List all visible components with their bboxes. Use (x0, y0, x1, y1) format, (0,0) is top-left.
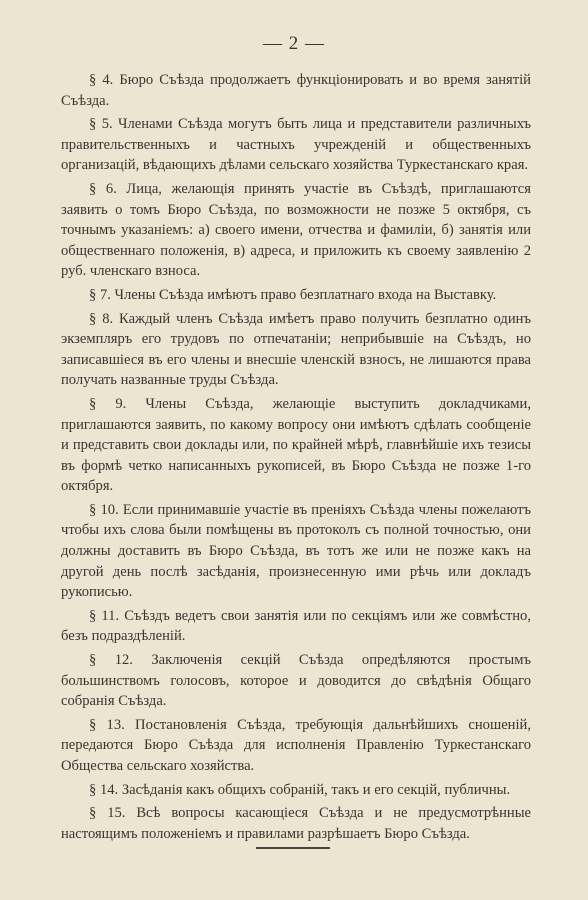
paragraph-section-7: § 7. Члены Съѣзда имѣютъ право безплатнаго входа на Выставку. (89, 286, 497, 303)
paragraph-section-10: § 10. Если принимавшіе участіе въ преніяхъ Съѣзда члены пожелаютъ чтобы ихъ слова были помѣщены въ протоколъ съ полной точностью, они должны доставить въ Бюро Съѣзда, въ тотъ же или не позже какъ на другой день послѣ засѣданія, произнесенную ими рѣчь или докладъ рукописью. (61, 501, 531, 601)
paragraph-section-11: § 11. Съѣздъ ведетъ свои занятія или по секціямъ или же совмѣстно, безъ подраздѣленій. (61, 607, 531, 645)
paragraph-section-12: § 12. Заключенія секцій Съѣзда опредѣляются простымъ большинствомъ голосовъ, которое и доводится до свѣдѣнія Общаго собранія Съѣзда. (61, 652, 531, 710)
paragraph-section-6: § 6. Лица, желающія принять участіе въ Съѣздѣ, приглашаются заявить о томъ Бюро Съѣзда, по возможности не позже 5 октября, съ точнымъ указаніемъ: а) своего имени, отчества и фамиліи, б) занятія или общественнаго положенія, в) адреса, и приложить къ своему заявленію 2 руб. членскаго взноса. (61, 180, 531, 280)
page-number: — 2 — (263, 33, 325, 54)
paragraph-section-4: § 4. Бюро Съѣзда продолжаетъ функціонировать и во время занятій Съѣзда. (61, 72, 531, 109)
paragraph-section-13: § 13. Постановленія Съѣзда, требующія дальнѣйшихъ сношеній, передаются Бюро Съѣзда для исполненія Правленію Туркестанскаго Общества сельскаго хозяйства. (61, 716, 531, 774)
paragraph-section-14: § 14. Засѣданія какъ общихъ собраній, такъ и его секцій, публичны. (89, 781, 511, 798)
paragraph-section-8: § 8. Каждый членъ Съѣзда имѣетъ право получить безплатно одинъ экземпляръ его трудовъ по отпечатаніи; неприбывшіе на Съѣздъ, но записавшіеся въ его члены и внесшіе членскій взносъ, не лишаются права получать названные труды Съѣзда. (61, 310, 531, 389)
paragraph-section-5: § 5. Членами Съѣзда могутъ быть лица и представители различныхъ правительственныхъ и частныхъ учрежденій и общественныхъ организацій, вѣдающихъ дѣлами сельскаго хозяйства Туркестанскаго края. (61, 116, 531, 174)
end-divider (256, 847, 330, 849)
regulations-text (61, 70, 531, 847)
paragraph-section-9: § 9. Члены Съѣзда, желающіе выступить докладчиками, приглашаются заявить, по какому вопросу они имѣютъ сдѣлать сообщеніе и представить свои доклады или, по крайней мѣрѣ, главнѣйшіе ихъ тезисы въ формѣ четко написанныхъ рукописей, въ Бюро Съѣзда не позже 1-го октября. (61, 395, 531, 495)
paragraph-section-15: § 15. Всѣ вопросы касающіеся Съѣзда и не предусмотрѣнные настоящимъ положеніемъ и правилами разрѣшаетъ Бюро Съѣзда. (61, 805, 531, 842)
